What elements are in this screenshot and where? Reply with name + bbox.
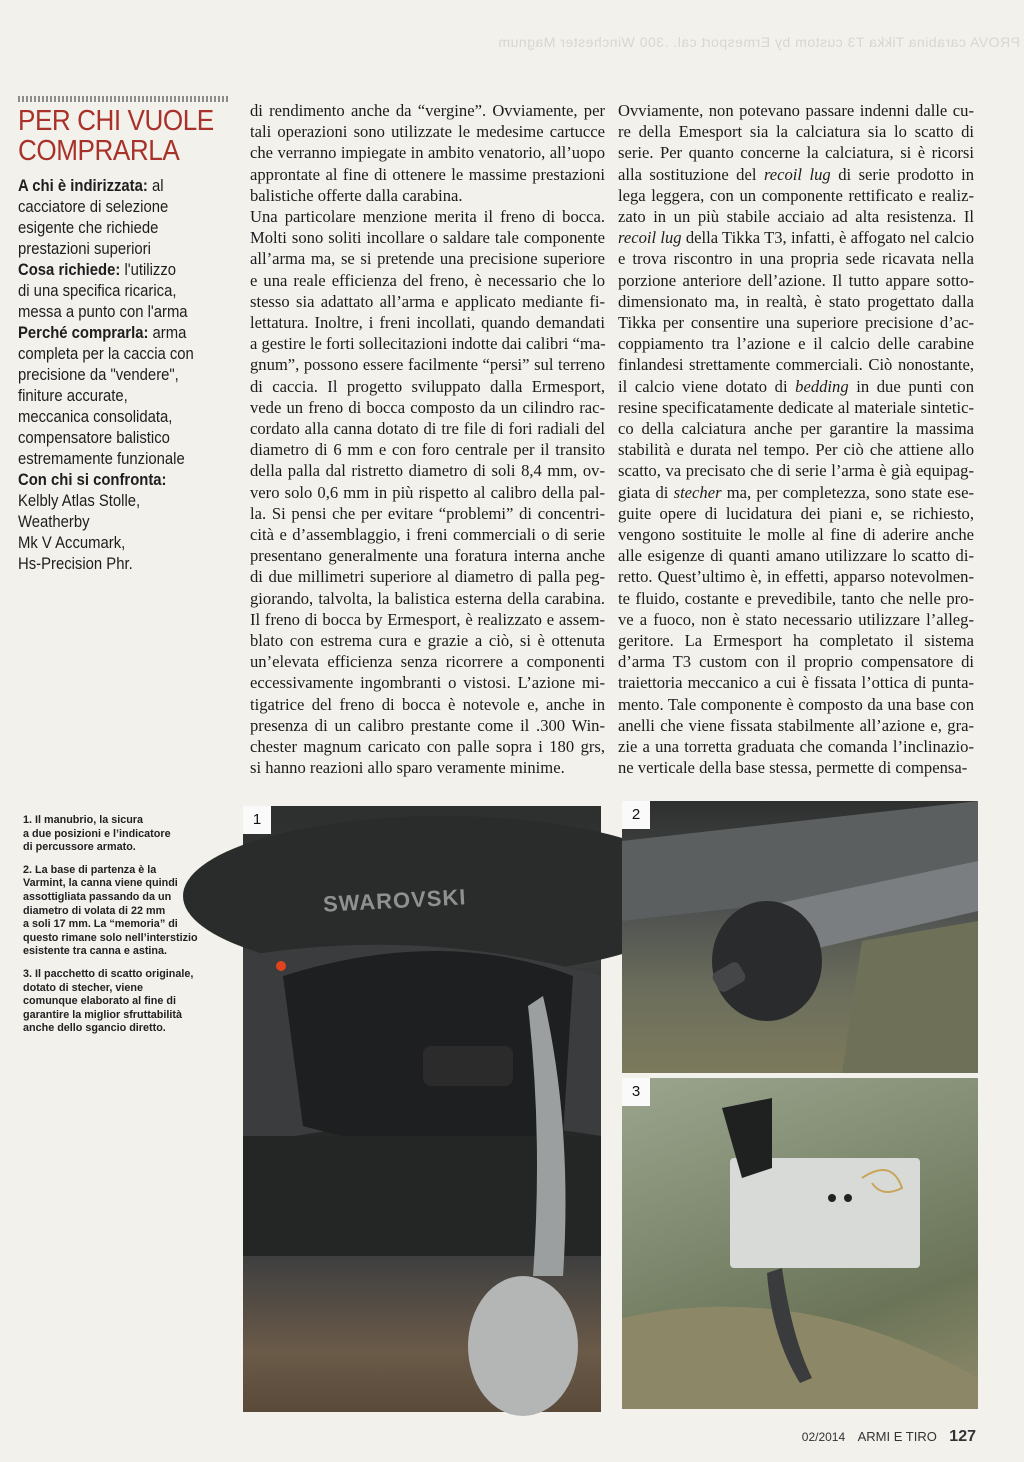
article-line: presentano generalmente una foratura interna anche [250, 546, 605, 566]
sidebar-needs-label: Cosa richiede: [18, 261, 121, 279]
sidebar-text: esigente che richiede [18, 219, 159, 237]
sidebar-text: meccanica consolidata, [18, 408, 173, 426]
article-line: alla sostituzione del recoil lug di serie prodotto in [618, 164, 974, 184]
article-line: d’arma T3 custom con il proprio compensatore di [618, 652, 974, 672]
article-line: retto. Quest’ultimo è, in effetti, apparso notevolmen- [618, 567, 974, 587]
article-line: tigatrice del freno di bocca è notevole e, anche in [250, 694, 605, 714]
caption-line: 1. Il manubrio, la sicura [23, 814, 144, 826]
sidebar-text: arma [152, 324, 187, 342]
article-line: stesso sia adattato all’arma e applicato mediante fi- [250, 291, 605, 311]
caption-line: 3. Il pacchetto di scatto originale, [23, 967, 194, 980]
caption-line: comunque elaborato al fine di [23, 995, 176, 1008]
sidebar-text: messa a punto con l'arma [18, 303, 188, 321]
article-line: resine specificatamente dedicate al materiale sintetic- [618, 397, 974, 417]
caption-line: questo rimane solo nell’interstizio [23, 931, 198, 944]
article-line: cità e d’assemblaggio, i freni commerciali o di serie [250, 525, 605, 545]
photo-number: 1 [243, 806, 271, 834]
article-line: recoil lug della Tikka T3, infatti, è affogato nel calcio [618, 228, 974, 248]
sidebar-text: cacciatore di selezione [18, 198, 169, 216]
article-line: giata di stecher ma, per completezza, sono state ese- [618, 482, 975, 502]
sidebar-needs [18, 260, 207, 323]
sidebar-text: estremamente funzionale [18, 450, 185, 468]
article-line: balistiche offerte dalla carabina. [250, 185, 463, 205]
article-line: vero solo 0,6 mm in più rispetto al calibro della pal- [250, 482, 605, 502]
photo-captions [23, 814, 218, 1045]
article-line: serie. Per quanto concerne la calciatura, si è ricorsi [618, 143, 974, 163]
sidebar-title [18, 105, 214, 167]
article-line: re della Emesport sia la calciatura sia lo scatto di [618, 122, 974, 142]
sidebar-text: finiture accurate, [18, 387, 128, 405]
sidebar-why [18, 323, 207, 470]
caption-line: diametro di volata di 22 mm [23, 904, 166, 917]
page-number: 127 [949, 1428, 976, 1445]
caption-line: Varmint, la canna viene quindi [23, 877, 178, 890]
barrel-illustration [622, 801, 978, 1073]
scope-brand-label: SWAROVSKI [322, 884, 467, 917]
article-line: alle esigenze di quanti amano utilizzare lo scatto di- [618, 546, 974, 566]
sidebar-text: al [151, 177, 164, 195]
article-line: co della calciatura anche per garantire la massima [618, 419, 974, 439]
sidebar-text: di una specifica ricarica, [18, 282, 177, 300]
article-line: anelli che viene fissata stabilmente all’azione e, gra- [618, 715, 974, 735]
article-line: chester magnum caricato con palle sopra i 180 grs, [250, 737, 605, 757]
photo-trigger-group [622, 1078, 978, 1409]
article-line: mento. Tale componente è composto da una base con [618, 694, 974, 714]
article-line: approntate al fine di ottenere le massime prestazioni [250, 164, 605, 184]
article-line: ne verticale della base stessa, permette di compensa- [618, 758, 968, 778]
sidebar-who [18, 176, 207, 260]
article-line: a gestire le forti sollecitazioni indotte dai calibri “ma- [250, 334, 606, 354]
caption [23, 814, 218, 855]
article-line: diametro di 6 mm e con foro centrale per il transito [250, 440, 605, 460]
article-line: Una particolare menzione merita il freno di bocca. [250, 207, 605, 227]
article-line: che verranno impiegate in ambito venatorio, all’uopo [250, 143, 605, 163]
caption-line: assottigliata passando da un [23, 890, 172, 903]
article-line: si hanno reazioni allo sparo veramente minime. [250, 758, 565, 778]
photo-bolt-action [243, 806, 601, 1412]
article-line: presenza di un calibro prestante come il .300 Win- [250, 715, 605, 735]
sidebar-text: compensatore balistico [18, 429, 170, 447]
sidebar-text: Mk V Accumark, [18, 534, 126, 552]
article-line: vede un freno di bocca composto da un cilindro rac- [250, 397, 605, 417]
caption-line: a soli 17 mm. La “memoria” di [23, 918, 178, 931]
article-line: porzione anteriore dell’azione. Il tutto appare sotto- [618, 270, 974, 290]
article-line: geritore. La Ermesport ha completato il sistema [618, 631, 974, 651]
sidebar-top-rule [18, 96, 228, 102]
article-line: vengono sostituite le molle al fine di aderire anche [618, 525, 974, 545]
article-line: il calcio viene dotato di bedding in due punti con [618, 376, 974, 396]
sidebar-text: l'utilizzo [124, 261, 177, 279]
sidebar-text: prestazioni superiori [18, 240, 151, 258]
article-line: tali operazioni sono utilizzate le medesime cartucce [250, 122, 605, 142]
photo-number: 3 [622, 1078, 650, 1106]
article-line: dimensionato ma, in realtà, è stato progettato dalla [618, 291, 974, 311]
article-line: di caccia. Il progetto sviluppato dalla Ermesport, [250, 376, 605, 396]
article-line: zato in un più stabile acciaio ad alta resistenza. Il [618, 207, 974, 227]
caption-line: garantire la miglior sfruttabilità [23, 1008, 182, 1021]
caption-line: 2. La base di partenza è la [23, 863, 157, 876]
buyer-guide-sidebar [18, 96, 228, 575]
article-line: finlandesi strettamente commerciali. Ciò nonostante, [618, 355, 974, 375]
trigger-illustration [622, 1078, 978, 1409]
article-line: scatto, va precisato che di serie l’arma è già equipag- [618, 461, 974, 481]
article-line: Molti sono soliti incollare o saldare tale componente [250, 228, 605, 248]
article-column-2 [618, 100, 974, 779]
sidebar-text: Weatherby [18, 513, 90, 531]
article-line: coppiamento tra l’azione e il calcio delle carabine [618, 334, 974, 354]
article-line: eccessivamente ingombranti o vistosi. L’azione mi- [250, 673, 605, 693]
article-line: e trova riscontro in una propria sede ricavata nella [618, 249, 974, 269]
sidebar-compare-label: Con chi si confronta: [18, 471, 167, 489]
article-line: un’elevata efficienza senza ricorrere a componenti [250, 652, 605, 672]
photo-number: 2 [622, 801, 650, 829]
article-line: di due millimetri superiore al diametro di palla peg- [250, 567, 605, 587]
article-line: Ovviamente, non potevano passare indenni dalle cu- [618, 101, 974, 120]
article-line: te fluido, costante e prevedibile, tanto che nelle pro- [618, 588, 974, 608]
article-line: e una reale efficienza del freno, è necessario che lo [250, 270, 605, 290]
sidebar-why-label: Perché comprarla: [18, 324, 149, 342]
caption [23, 968, 218, 1036]
issue-date: 02/2014 [801, 1430, 846, 1444]
article-line: traiettoria meccanico a cui è fissata l’ottica di punta- [618, 673, 974, 693]
article-line: all’arma ma, se si pretende una precisione superiore [250, 249, 605, 269]
caption-line: a due posizioni e l’indicatore [23, 827, 171, 840]
article-line: cordato alla canna dotato di tre file di fori radiali del [250, 419, 605, 439]
sidebar-who-label: A chi è indirizzata: [18, 177, 148, 195]
page-footer [802, 1428, 976, 1446]
article-line: stabilità e durata nel tempo. Per ciò che attiene allo [618, 440, 974, 460]
article-line: della palla dal ristretto diametro di soli 8,4 mm, ov- [250, 461, 605, 481]
running-header-bleedthrough: PROVA carabina Tikka T3 custom by Ermesport cal. .300 Winchester Magnum [497, 34, 1020, 50]
article-line: gnum”, possono essere facilmente “persi” sul terreno [250, 355, 605, 375]
article-line: Il freno di bocca by Ermesport, è realizzato e assem- [250, 609, 605, 629]
article-line: giorando, talvolta, la balistica esterna della carabina. [250, 588, 605, 608]
article-line: di rendimento anche da “vergine”. Ovviamente, per [250, 101, 605, 120]
sidebar-title-line: COMPRARLA [18, 135, 180, 167]
caption-line: di percussore armato. [23, 841, 136, 854]
article-column-1 [250, 100, 605, 779]
article-line: ve a fuoco, non è stato necessario utilizzare l’alleg- [618, 609, 974, 629]
sidebar-text: Kelbly Atlas Stolle, [18, 492, 141, 510]
sidebar-text: Hs-Precision Phr. [18, 555, 133, 573]
caption-line: anche dello sgancio diretto. [23, 1022, 166, 1035]
caption-line: esistente tra canna e astina. [23, 945, 168, 958]
article-line: zie a una torretta graduata che comanda l’inclinazio- [618, 737, 974, 757]
article-line: lettatura. Inoltre, i freni incollati, quando demandati [250, 313, 605, 333]
sidebar-compare [18, 470, 207, 575]
article-line: lega leggera, con un componente rettificato e realiz- [618, 185, 974, 205]
sidebar-title-line: PER CHI VUOLE [18, 105, 214, 137]
article-line: blato con estrema cura e grazie a ciò, si è ottenuta [250, 631, 605, 651]
caption-line: dotato di stecher, viene [23, 981, 143, 994]
sidebar-text: completa per la caccia con [18, 345, 194, 363]
article-line: guite opere di lucidatura dei piani e, se richiesto, [618, 503, 974, 523]
article-line: Tikka per consentire una superiore precisione d’ac- [618, 313, 974, 333]
magazine-name: ARMI E TIRO [857, 1429, 937, 1444]
article-line: la. Si pensi che per evitare “problemi” di concentri- [250, 503, 605, 523]
sidebar-text: precisione da "vendere", [18, 366, 179, 384]
photo-muzzle-brake [622, 801, 978, 1073]
